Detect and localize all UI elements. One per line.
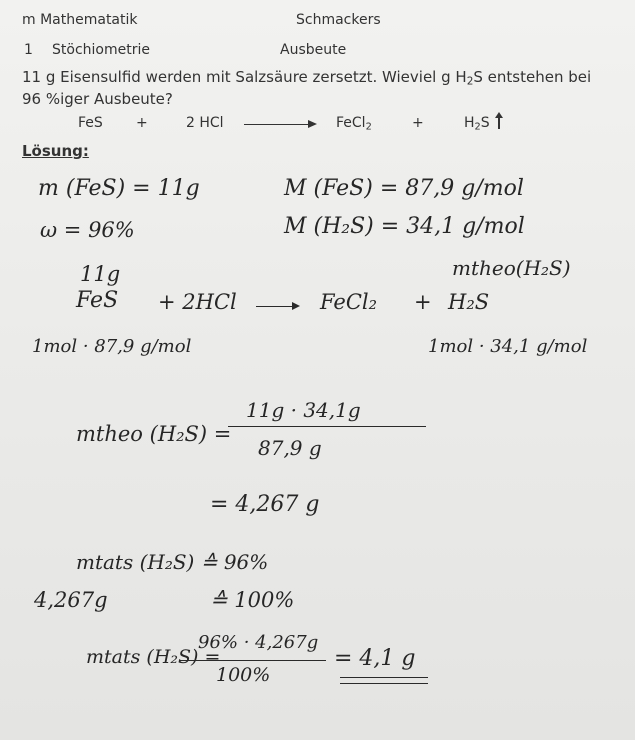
- hw-eq-fes: FeS: [76, 288, 119, 313]
- molar-mass-fes: M (FeS) = 87,9 g/mol: [284, 176, 524, 201]
- calc1-fraction-line: [228, 426, 426, 427]
- equation-product-fecl2: FeCl$_2$: [336, 115, 372, 133]
- proportion-left: 4,267g: [34, 588, 108, 612]
- equation-product-h2s: $H_2S$: [464, 115, 490, 133]
- hw-eq-hcl: + 2HCl: [158, 290, 237, 314]
- calc1-lhs: mtheo (H₂S) =: [76, 422, 232, 446]
- hw-reaction-arrow-head: [292, 302, 300, 310]
- author-label: Schmackers: [296, 12, 381, 28]
- calc2-numerator: 96% · 4,267g: [198, 632, 319, 653]
- mass-above-h2s: mtheo(H₂S): [452, 256, 571, 280]
- calc2-lhs: mtats (H₂S) =: [86, 646, 221, 668]
- topic-title: Stöchiometrie: [52, 42, 150, 58]
- equation-plus-1: +: [136, 115, 148, 131]
- gas-escape-arrow-icon: [494, 112, 504, 130]
- task-line-1: 11 g Eisensulfid werden mit Salzsäure zersetzt. Wieviel g $H_2S$ entstehen bei: [22, 68, 592, 88]
- equation-plus-2: +: [412, 115, 424, 131]
- equation-reactant-fes: FeS: [78, 115, 103, 131]
- reaction-arrow-head: [308, 120, 317, 128]
- given-yield: ω = 96%: [40, 218, 135, 242]
- final-answer-underline-2: [340, 683, 428, 684]
- solution-label: Lösung:: [22, 142, 89, 160]
- calc1-result: = 4,267 g: [210, 492, 320, 517]
- molar-mass-h2s: M (H₂S) = 34,1 g/mol: [284, 214, 525, 239]
- proportion-line-1: mtats (H₂S) ≙ 96%: [76, 550, 269, 574]
- topic-number: 1: [24, 42, 33, 58]
- calc2-denominator: 100%: [216, 664, 271, 686]
- hw-eq-plus: +: [414, 290, 432, 314]
- proportion-right: ≙ 100%: [210, 588, 295, 612]
- subtopic-title: Ausbeute: [280, 42, 347, 58]
- task-line-2: 96 %iger Ausbeute?: [22, 90, 173, 108]
- calc1-denominator: 87,9 g: [258, 436, 322, 460]
- mol-mass-left: 1mol · 87,9 g/mol: [32, 336, 192, 357]
- given-mass: m (FeS) = 11g: [38, 176, 200, 201]
- final-answer: = 4,1 g: [334, 646, 416, 671]
- final-answer-underline-1: [340, 677, 428, 678]
- mol-mass-right: 1mol · 34,1 g/mol: [428, 336, 588, 357]
- hw-reaction-arrow: [256, 306, 296, 307]
- equation-reactant-hcl: 2 HCl: [186, 115, 224, 131]
- hw-eq-fecl2: FeCl₂: [320, 290, 378, 314]
- mass-above-fes: 11g: [80, 262, 121, 286]
- reaction-arrow: [244, 124, 310, 125]
- calc1-numerator: 11g · 34,1g: [246, 398, 361, 422]
- calc2-fraction-line: [180, 660, 326, 661]
- subject-label: m Mathematatik: [22, 12, 138, 28]
- hw-eq-h2s: H₂S: [448, 290, 490, 314]
